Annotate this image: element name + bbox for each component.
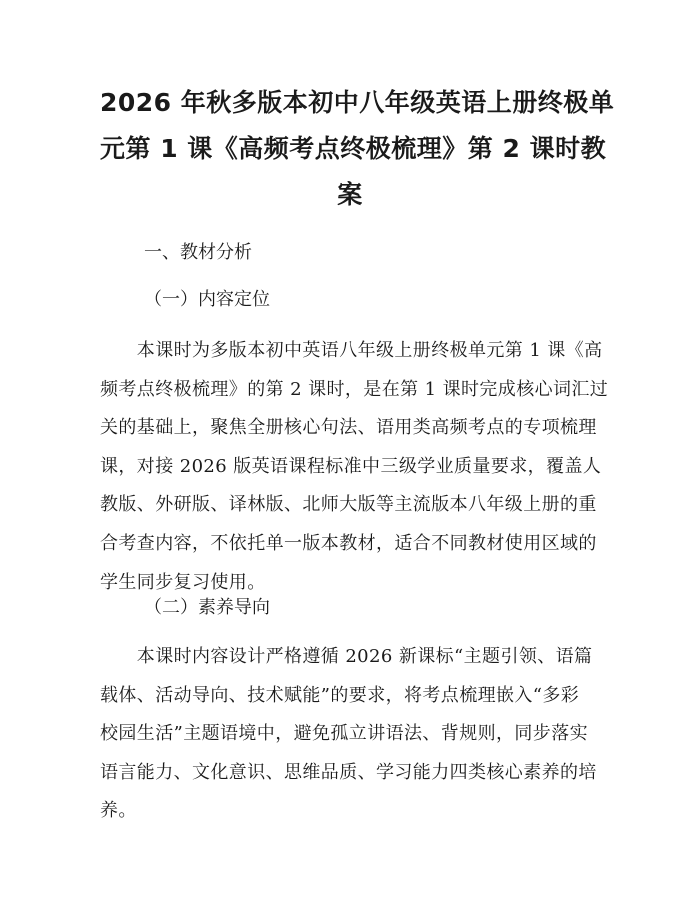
paragraph-line: 频考点终极梳理》的第 2 课时，是在第 1 课时完成核心词汇过 <box>100 378 609 400</box>
title-line: 元第 1 课《高频考点终极梳理》第 2 课时教 <box>100 134 607 163</box>
paragraph-line: 学生同步复习使用。 <box>100 571 266 593</box>
document-title <box>100 80 615 218</box>
paragraph-line: 关的基础上，聚焦全册核心句法、语用类高频考点的专项梳理 <box>100 417 597 439</box>
paragraph-line: 载体、活动导向、技术赋能”的要求，将考点梳理嵌入“多彩 <box>100 684 580 706</box>
paragraph-line: 教版、外研版、译林版、北师大版等主流版本八年级上册的重 <box>100 494 597 516</box>
subsection-heading-content-positioning: （一）内容定位 <box>144 289 270 310</box>
paragraph-line: 养。 <box>100 800 137 822</box>
paragraph-line: 课，对接 2026 版英语课程标准中三级学业质量要求，覆盖人 <box>100 455 602 477</box>
section-heading-textbook-analysis: 一、教材分析 <box>144 242 252 263</box>
paragraph-line: 校园生活”主题语境中，避免孤立讲语法、背规则，同步落实 <box>100 723 588 745</box>
title-line: 2026 年秋多版本初中八年级英语上册终极单 <box>100 88 615 117</box>
paragraph-content-positioning <box>100 332 609 602</box>
paragraph-line: 语言能力、文化意识、思维品质、学习能力四类核心素养的培 <box>100 761 597 783</box>
paragraph-line: 本课时内容设计严格遵循 2026 新课标“主题引领、语篇 <box>100 646 593 667</box>
paragraph-line: 合考查内容，不依托单一版本教材，适合不同教材使用区域的 <box>100 532 597 554</box>
title-line: 案 <box>337 180 363 209</box>
paragraph-line: 本课时为多版本初中英语八年级上册终极单元第 1 课《高 <box>100 340 603 361</box>
subsection-heading-literacy-orientation: （二）素养导向 <box>144 597 270 618</box>
paragraph-literacy-orientation <box>100 638 600 831</box>
